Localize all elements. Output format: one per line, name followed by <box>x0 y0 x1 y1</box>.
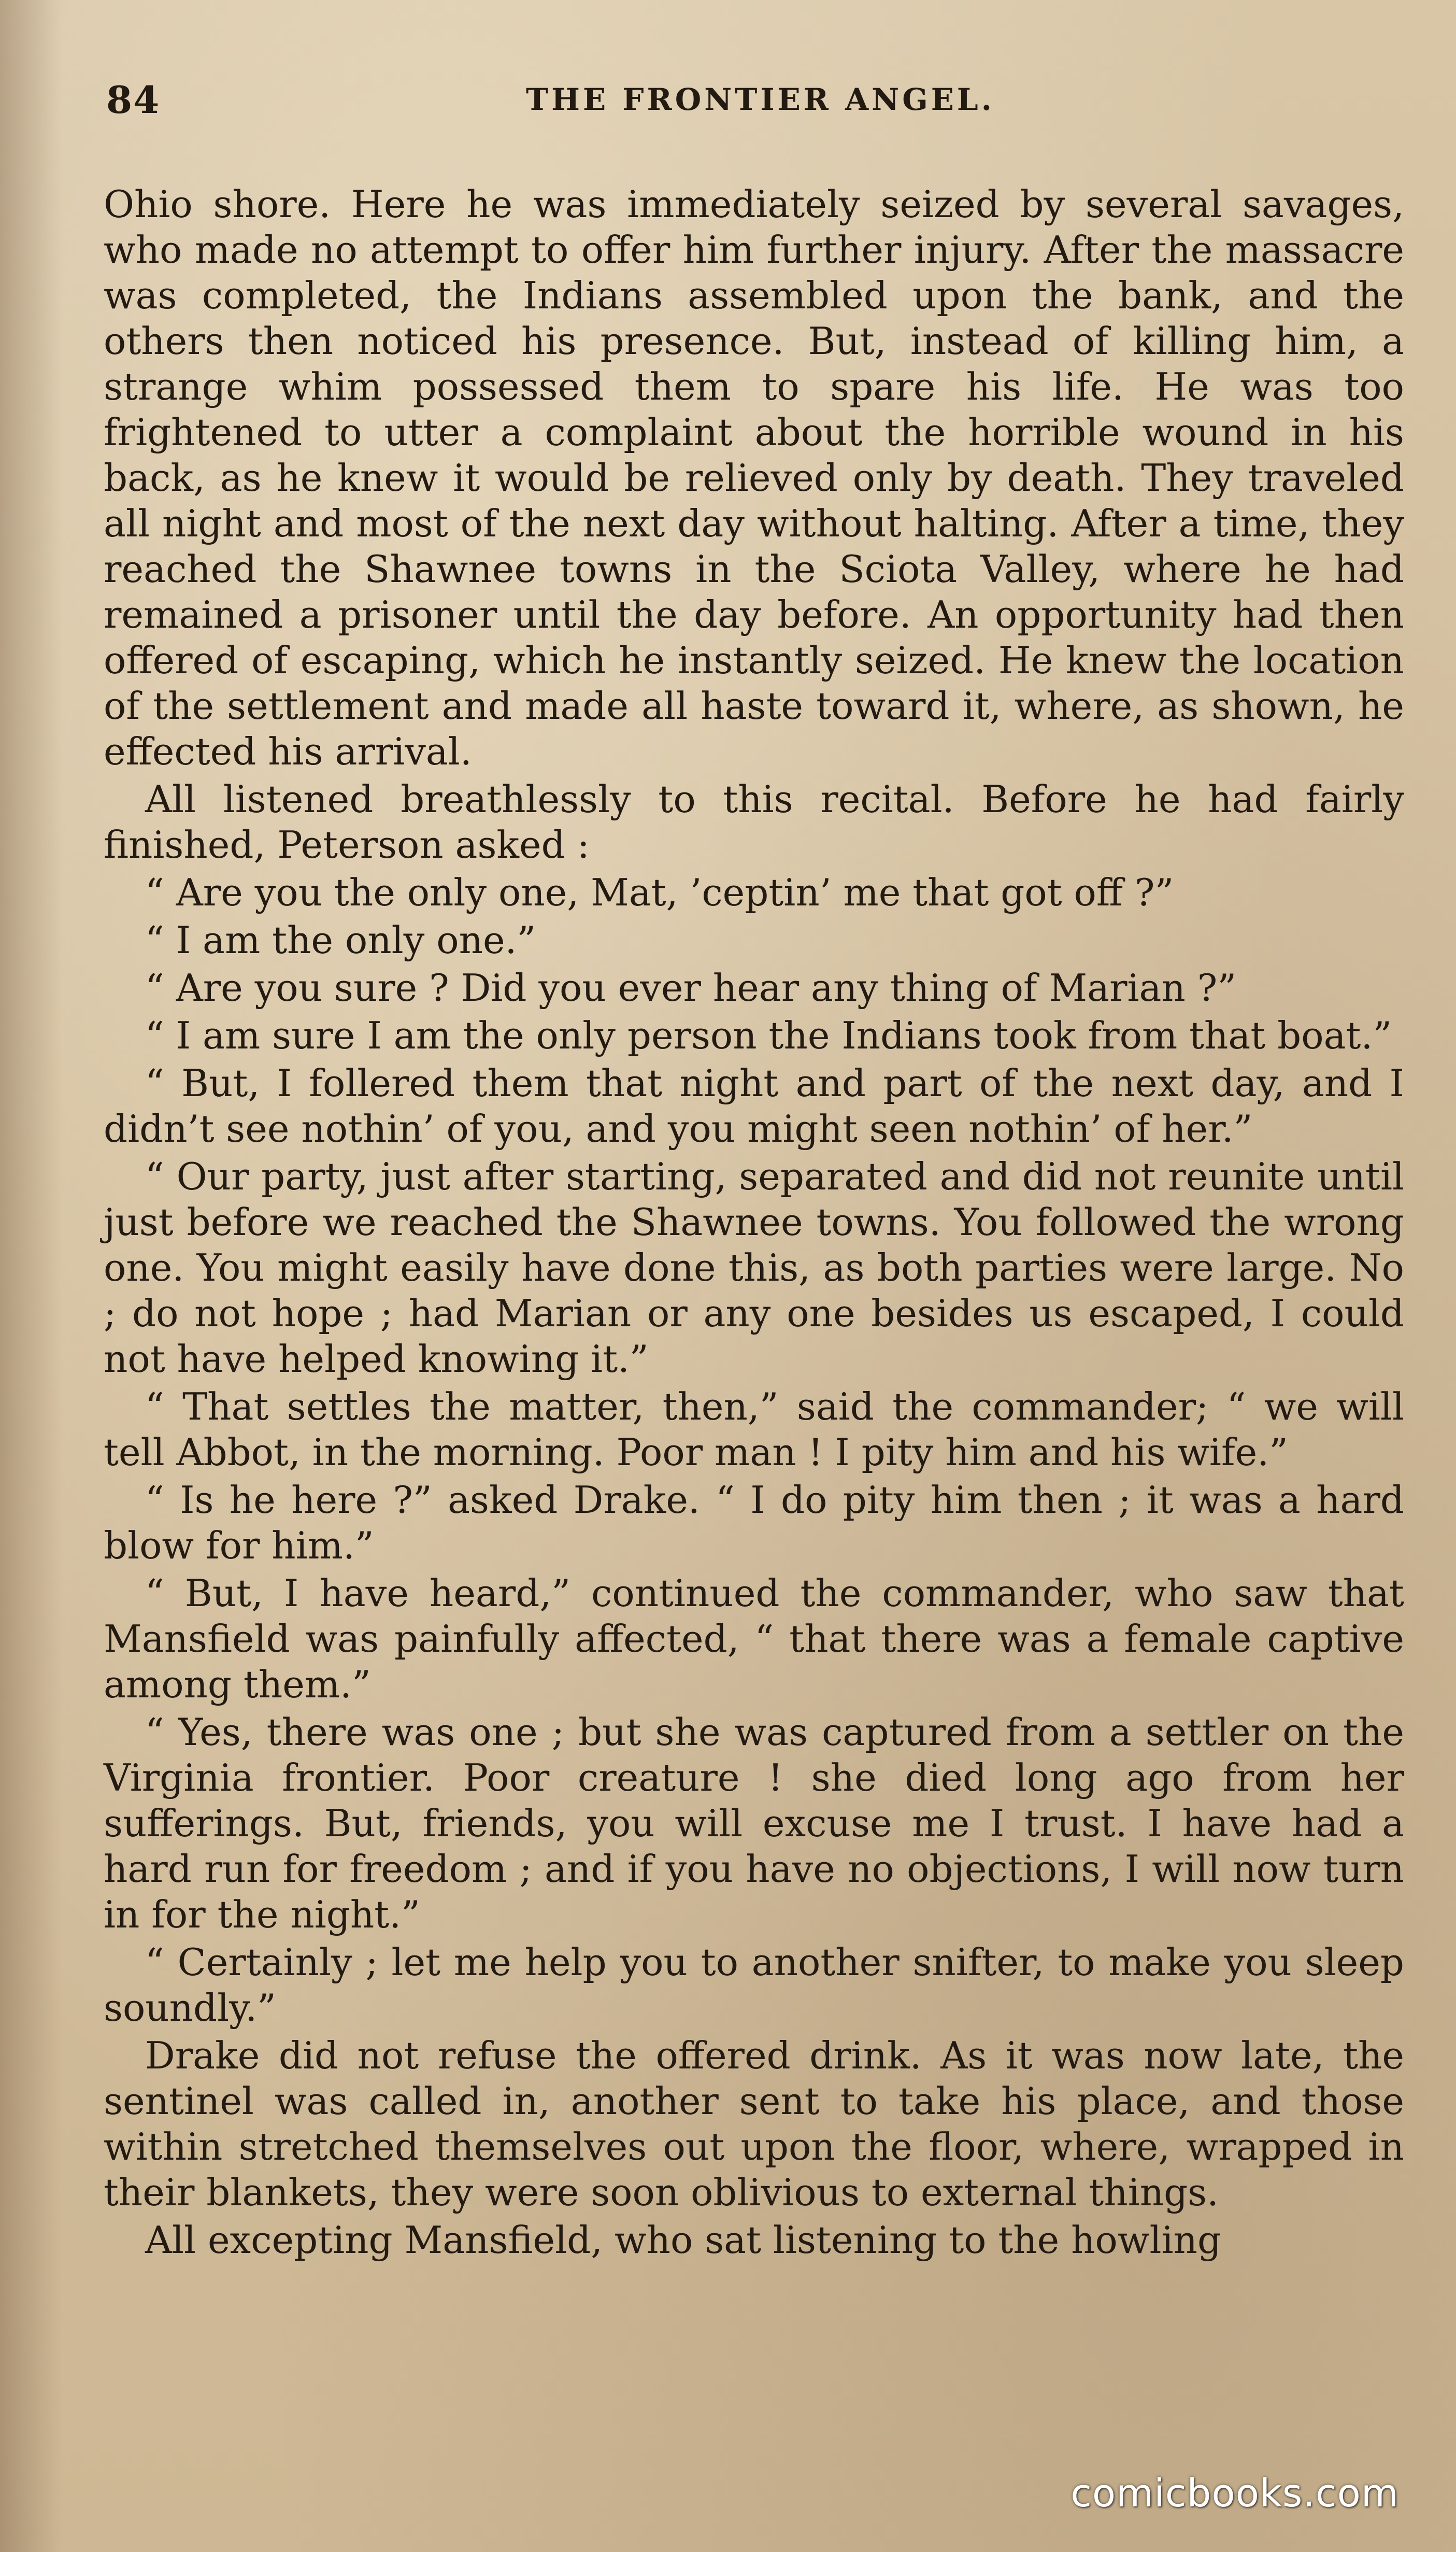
paragraph: “ I am sure I am the only person the Indians took from that boat.” <box>145 1014 1392 1057</box>
paragraph: All listened breathlessly to this recital. Before he had fairly finished, Peterson asked : <box>104 777 1404 867</box>
paragraph: “ Are you the only one, Mat, ’ceptin’ me that got off ?” <box>145 871 1174 914</box>
page-header <box>106 78 1363 124</box>
paragraph: “ That settles the matter, then,” said the commander; “ we will tell Abbot, in the morning. Poor man ! I pity him and his wife.” <box>104 1385 1404 1474</box>
paragraph: “ I am the only one.” <box>145 918 536 962</box>
paragraph: “ Yes, there was one ; but she was captured from a settler on the Virginia frontier. Poor creature ! she died long ago from her sufferings. But, friends, you will excuse me I trust. I have had a hard run for freedom ; and if you have no objections, I will now turn in for the night.” <box>104 1710 1404 1936</box>
paragraph: All excepting Mansfield, who sat listening to the howling <box>145 2218 1222 2262</box>
body-text <box>104 181 1404 2265</box>
paragraph: “ Are you sure ? Did you ever hear any thing of Marian ?” <box>145 966 1237 1010</box>
paragraph: “ Is he here ?” asked Drake. “ I do pity him then ; it was a hard blow for him.” <box>104 1478 1404 1567</box>
paragraph: “ But, I have heard,” continued the commander, who saw that Mansfield was painfully affected, “ that there was a female captive among them.” <box>104 1571 1404 1706</box>
paragraph: Drake did not refuse the offered drink. As it was now late, the sentinel was called in, another sent to take his place, and those within stretched themselves out upon the floor, where, wrapped in their blankets, they were soon oblivious to external things. <box>104 2034 1404 2214</box>
paragraph: “ But, I follered them that night and part of the next day, and I didn’t see nothin’ of you, and you might seen nothin’ of her.” <box>104 1061 1404 1151</box>
running-title: THE FRONTIER ANGEL. <box>526 82 995 117</box>
page-number: 84 <box>106 78 161 122</box>
page-edge-shadow <box>0 0 62 2552</box>
watermark: comicbooks.com <box>1070 2471 1399 2516</box>
paragraph: “ Certainly ; let me help you to another snifter, to make you sleep soundly.” <box>104 1940 1404 2030</box>
paragraph: Ohio shore. Here he was immediately seized by several savages, who made no attempt to offer him further injury. After the massacre was completed, the Indians assembled upon the bank, and the others then noticed his presence. But, instead of killing him, a strange whim possessed them to spare his life. He was too frightened to utter a complaint about the horrible wound in his back, as he knew it would be relieved only by death. They traveled all night and most of the next day without halting. After a time, they reached the Shawnee towns in the Sciota Valley, where he had remained a prisoner until the day before. An opportunity had then offered of escaping, which he instantly seized. He knew the location of the settlement and made all haste toward it, where, as shown, he effected his arrival. <box>104 182 1404 773</box>
paragraph: “ Our party, just after starting, separated and did not reunite until just before we reached the Shawnee towns. You followed the wrong one. You might easily have done this, as both parties were large. No ; do not hope ; had Marian or any one besides us escaped, I could not have helped knowing it.” <box>104 1155 1404 1381</box>
